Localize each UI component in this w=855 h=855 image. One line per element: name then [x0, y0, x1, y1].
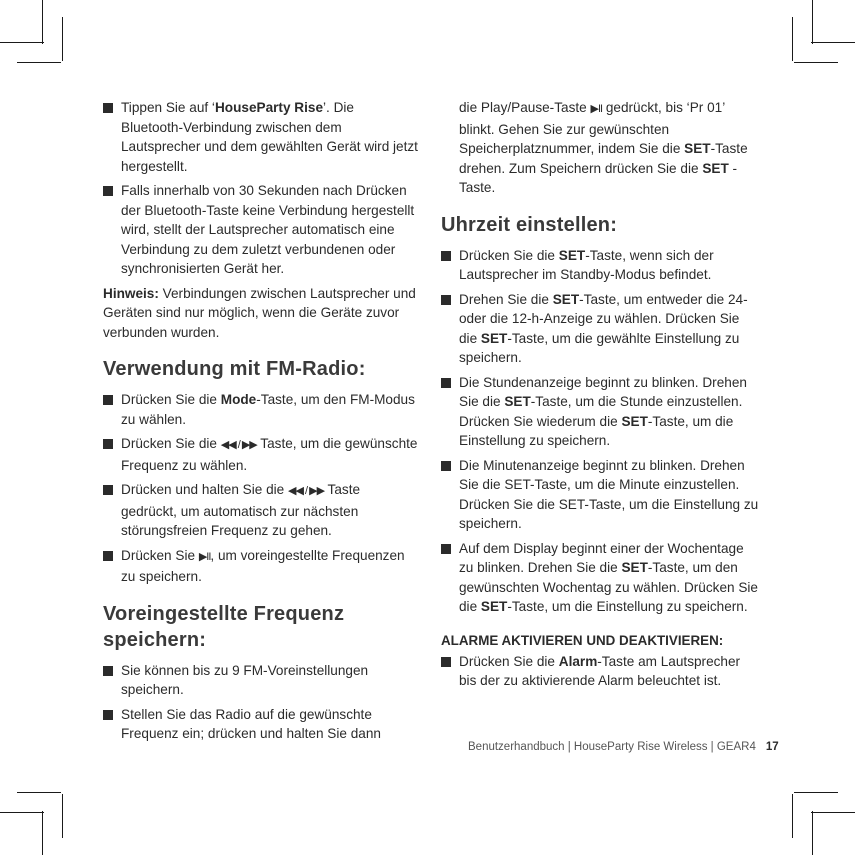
list-item: Die Minutenanzeige beginnt zu blinken. Drehen Sie die SET-Taste, um die Minute einzustellen. Drücken Sie die SET-Taste, um die Einstellung zu speichern. — [441, 456, 761, 534]
bullet-square-icon — [103, 395, 113, 405]
hint-label: Hinweis: — [103, 285, 159, 301]
crop-mark — [17, 792, 61, 793]
heading-fm-radio: Verwendung mit FM-Radio: — [103, 358, 366, 380]
list-item: Falls innerhalb von 30 Sekunden nach Drücken der Bluetooth-Taste keine Verbindung hergestellt wird, stellt der Lautsprecher automatisch eine Verbindung zu dem zuletzt verbundenen oder synchronisierten Gerät her. — [103, 181, 418, 279]
list-item: Drücken Sie die SET-Taste, wenn sich der Lautsprecher im Standby-Modus befindet. — [441, 246, 761, 285]
crop-mark — [42, 811, 43, 855]
crop-mark — [42, 0, 43, 44]
bullet-square-icon — [441, 544, 451, 554]
footer-text: Benutzerhandbuch | HouseParty Rise Wireless | GEAR4 — [468, 741, 756, 753]
bullet-square-icon — [441, 657, 451, 667]
crop-mark — [17, 62, 61, 63]
crop-mark — [0, 42, 44, 43]
crop-mark — [62, 17, 63, 61]
heading-time: Uhrzeit einstellen: — [441, 213, 618, 236]
bullet-square-icon — [441, 461, 451, 471]
heading-alarm: ALARME AKTIVIEREN UND DEAKTIVIEREN: — [441, 632, 724, 648]
list-item: Drücken Sie die Mode-Taste, um den FM-Modus zu wählen. — [103, 390, 418, 429]
crop-mark — [792, 794, 793, 838]
page-footer — [468, 741, 779, 753]
bullet-square-icon — [103, 710, 113, 720]
crop-mark — [62, 794, 63, 838]
right-column — [441, 98, 761, 696]
list-item: Drehen Sie die SET-Taste, um entweder die 24- oder die 12-h-Anzeige zu wählen. Drücken Sie die SET-Taste, um die gewählte Einstellung zu speichern. — [441, 290, 761, 368]
crop-mark — [812, 0, 813, 44]
heading-preset: Voreingestellte Frequenz speichern: — [103, 602, 345, 651]
crop-mark — [811, 42, 855, 43]
list-item: Auf dem Display beginnt einer der Wochentage zu blinken. Drehen Sie die SET-Taste, um den gewünschten Wochentag zu wählen. Drücken Sie die SET-Taste, um die Einstellung zu speichern. — [441, 539, 761, 617]
crop-mark — [794, 792, 838, 793]
crop-mark — [812, 811, 813, 855]
crop-mark — [811, 812, 855, 813]
list-item: Drücken Sie die Alarm-Taste am Lautsprecher bis der zu aktivierende Alarm beleuchtet ist. — [441, 652, 761, 691]
play-pause-icon: ▶II — [198, 550, 211, 563]
hint-paragraph: Hinweis: Verbindungen zwischen Lautsprecher und Geräten sind nur möglich, wenn die Geräte zuvor verbunden wurden. — [103, 285, 416, 340]
play-pause-icon: ▶II — [590, 103, 603, 115]
list-item: Tippen Sie auf ‘HouseParty Rise’. Die Bluetooth-Verbindung zwischen dem Lautsprecher und dem gewählten Gerät wird jetzt hergestellt. — [103, 98, 418, 176]
list-item: Die Stundenanzeige beginnt zu blinken. Drehen Sie die SET-Taste, um die Stunde einzustellen. Drücken Sie wiederum die SET-Taste, um die Einstellung zu speichern. — [441, 373, 761, 451]
bullet-square-icon — [441, 378, 451, 388]
bullet-square-icon — [441, 251, 451, 261]
bullet-square-icon — [103, 103, 113, 113]
crop-mark — [794, 62, 838, 63]
bullet-square-icon — [103, 439, 113, 449]
list-item: Sie können bis zu 9 FM-Voreinstellungen speichern. — [103, 661, 418, 700]
bullet-square-icon — [103, 186, 113, 196]
bullet-square-icon — [103, 551, 113, 561]
skip-icon: ◀◀ / ▶▶ — [220, 439, 257, 451]
bullet-square-icon — [103, 666, 113, 676]
crop-mark — [0, 812, 44, 813]
left-column — [103, 98, 418, 749]
page-number: 17 — [765, 741, 779, 753]
list-item: Drücken Sie ▶II, um voreingestellte Frequenzen zu speichern. — [103, 546, 418, 587]
bullet-square-icon — [441, 295, 451, 305]
skip-icon: ◀◀ / ▶▶ — [288, 485, 325, 497]
crop-mark — [792, 17, 793, 61]
list-item: Drücken und halten Sie die ◀◀ / ▶▶ Taste gedrückt, um automatisch zur nächsten störungsfreien Frequenz zu gehen. — [103, 480, 418, 541]
list-item: Stellen Sie das Radio auf die gewünschte Frequenz ein; drücken und halten Sie dann — [103, 705, 418, 744]
list-item-continuation: die Play/Pause-Taste ▶II gedrückt, bis ‘Pr 01’ blinkt. Gehen Sie zur gewünschten Speicherplatznummer, indem Sie die SET-Taste drehen. Zum Speichern drücken Sie die SET -Taste. — [459, 100, 748, 195]
list-item: Drücken Sie die ◀◀ / ▶▶ Taste, um die gewünschte Frequenz zu wählen. — [103, 434, 418, 475]
bullet-square-icon — [103, 485, 113, 495]
